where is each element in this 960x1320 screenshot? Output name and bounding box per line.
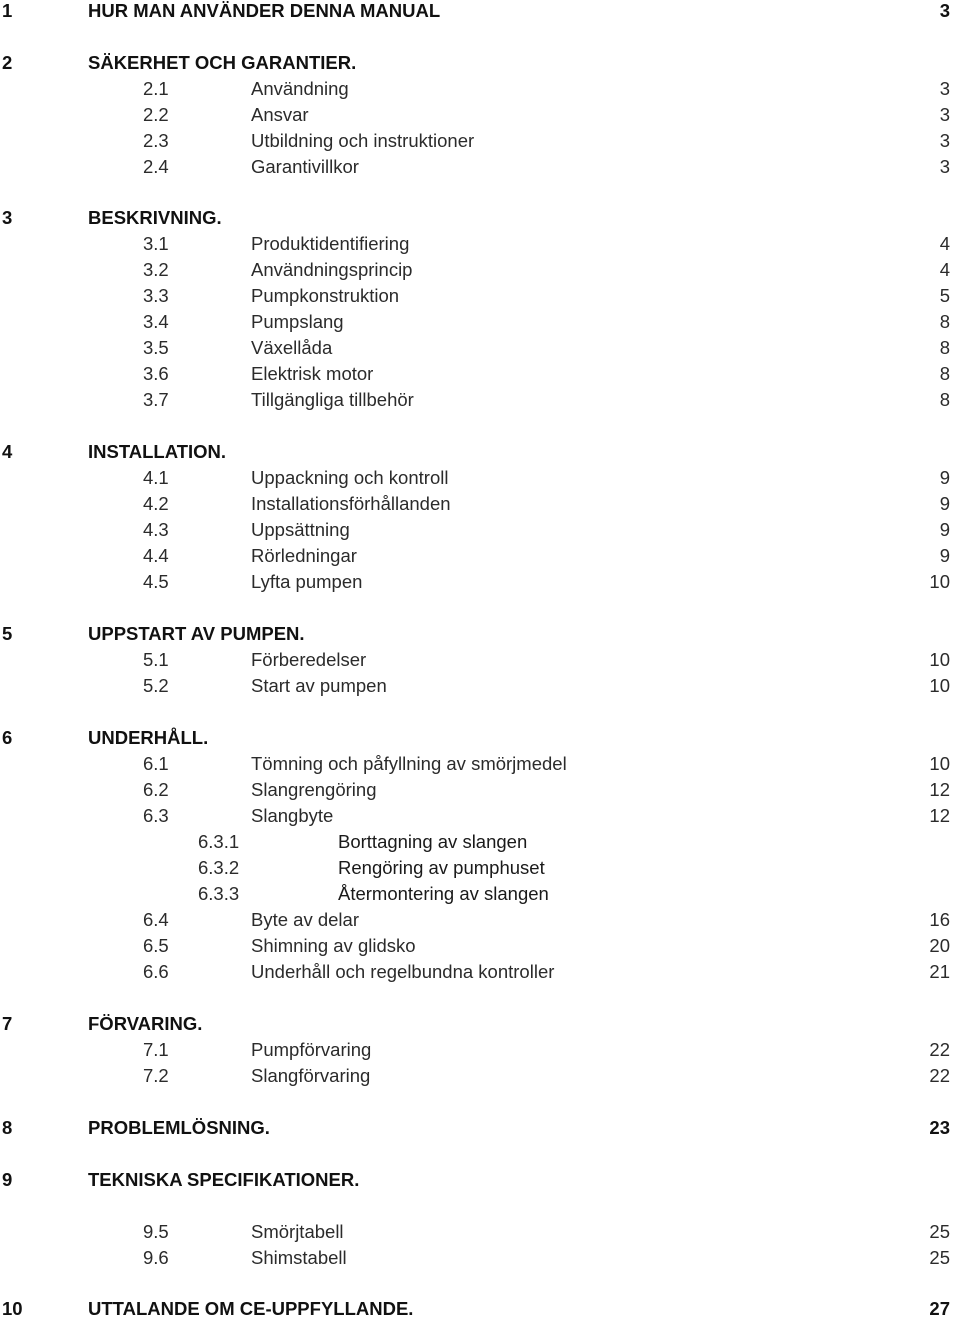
toc-section-row[interactable] xyxy=(0,207,960,229)
toc-subsection-row[interactable] xyxy=(0,1221,960,1243)
toc-subsection-row[interactable] xyxy=(0,649,960,671)
subsection-title: Ansvar xyxy=(251,104,309,125)
page-number: 3 xyxy=(939,104,950,125)
subsection-number: 2.4 xyxy=(143,156,169,177)
page-number: 22 xyxy=(929,1065,950,1086)
toc-subsection-row[interactable] xyxy=(0,130,960,152)
toc-section-row[interactable] xyxy=(0,0,960,22)
toc-subsection-row[interactable] xyxy=(0,935,960,957)
toc-subsection-row[interactable] xyxy=(0,337,960,359)
toc-section-row[interactable] xyxy=(0,1117,960,1139)
toc-subsubsection-row[interactable] xyxy=(0,831,960,853)
page-number: 5 xyxy=(939,285,950,306)
toc-subsection-row[interactable] xyxy=(0,311,960,333)
toc-subsubsection-row[interactable] xyxy=(0,857,960,879)
page-number: 16 xyxy=(929,909,950,930)
section-title: UPPSTART AV PUMPEN. xyxy=(88,623,305,644)
page-number: 9 xyxy=(939,467,950,488)
subsection-number: 4.1 xyxy=(143,467,169,488)
toc-subsection-row[interactable] xyxy=(0,909,960,931)
toc-subsection-row[interactable] xyxy=(0,285,960,307)
toc-subsection-row[interactable] xyxy=(0,1247,960,1269)
page-number: 3 xyxy=(939,78,950,99)
subsection-title: Shimning av glidsko xyxy=(251,935,416,956)
subsection-number: 4.5 xyxy=(143,571,169,592)
subsection-title: Lyfta pumpen xyxy=(251,571,363,592)
toc-subsection-row[interactable] xyxy=(0,1039,960,1061)
toc-subsection-row[interactable] xyxy=(0,961,960,983)
toc-section-row[interactable] xyxy=(0,441,960,463)
subsection-title: Tömning och påfyllning av smörjmedel xyxy=(251,753,567,774)
subsection-title: Tillgängliga tillbehör xyxy=(251,389,414,410)
page-number: 4 xyxy=(939,259,950,280)
page-number: 8 xyxy=(939,363,950,384)
page-number: 3 xyxy=(939,130,950,151)
section-title: UTTALANDE OM CE-UPPFYLLANDE. xyxy=(88,1298,414,1319)
subsection-title: Elektrisk motor xyxy=(251,363,374,384)
subsection-number: 9.5 xyxy=(143,1221,169,1242)
section-number: 8 xyxy=(2,1117,13,1138)
page-number: 25 xyxy=(929,1247,950,1268)
section-number: 10 xyxy=(2,1298,23,1319)
subsection-number: 2.2 xyxy=(143,104,169,125)
subsection-number: 2.3 xyxy=(143,130,169,151)
page-number: 12 xyxy=(929,805,950,826)
subsection-title: Växellåda xyxy=(251,337,333,358)
page-number: 8 xyxy=(939,389,950,410)
subsection-number: 3.7 xyxy=(143,389,169,410)
subsection-title: Uppsättning xyxy=(251,519,350,540)
subsection-number: 7.2 xyxy=(143,1065,169,1086)
subsection-title: Pumpkonstruktion xyxy=(251,285,400,306)
toc-subsection-row[interactable] xyxy=(0,78,960,100)
toc-subsection-row[interactable] xyxy=(0,104,960,126)
section-number: 4 xyxy=(2,441,13,462)
section-title: BESKRIVNING. xyxy=(88,207,222,228)
toc-subsubsection-row[interactable] xyxy=(0,883,960,905)
page-number: 4 xyxy=(939,233,950,254)
subsection-title: Shimstabell xyxy=(251,1247,347,1268)
subsection-number: 3.5 xyxy=(143,337,169,358)
subsection-number: 4.4 xyxy=(143,545,169,566)
subsection-number: 6.3.3 xyxy=(198,883,240,904)
page-number: 10 xyxy=(929,571,950,592)
subsection-number: 3.6 xyxy=(143,363,169,384)
subsection-title: Rörledningar xyxy=(251,545,357,566)
section-title: INSTALLATION. xyxy=(88,441,227,462)
subsection-number: 6.2 xyxy=(143,779,169,800)
section-title: TEKNISKA SPECIFIKATIONER. xyxy=(88,1169,360,1190)
toc-subsection-row[interactable] xyxy=(0,259,960,281)
subsection-number: 6.3.1 xyxy=(198,831,240,852)
subsection-title: Produktidentifiering xyxy=(251,233,410,254)
section-number: 7 xyxy=(2,1013,13,1034)
section-title: FÖRVARING. xyxy=(88,1013,203,1034)
subsection-number: 3.2 xyxy=(143,259,169,280)
section-number: 2 xyxy=(2,52,13,73)
subsection-number: 5.1 xyxy=(143,649,169,670)
section-title: PROBLEMLÖSNING. xyxy=(88,1117,270,1138)
page-number: 27 xyxy=(929,1298,950,1319)
toc-subsection-row[interactable] xyxy=(0,779,960,801)
toc-section-row[interactable] xyxy=(0,1169,960,1191)
subsection-number: 4.3 xyxy=(143,519,169,540)
toc-subsection-row[interactable] xyxy=(0,156,960,178)
subsection-title: Utbildning och instruktioner xyxy=(251,130,475,151)
subsection-title: Byte av delar xyxy=(251,909,359,930)
subsection-number: 7.1 xyxy=(143,1039,169,1060)
section-title: SÄKERHET OCH GARANTIER. xyxy=(88,52,357,73)
subsection-title: Uppackning och kontroll xyxy=(251,467,449,488)
subsection-title: Återmontering av slangen xyxy=(338,883,549,904)
page-number: 23 xyxy=(929,1117,950,1138)
section-title: UNDERHÅLL. xyxy=(88,727,209,748)
page-number: 9 xyxy=(939,493,950,514)
page-number: 9 xyxy=(939,519,950,540)
toc-subsection-row[interactable] xyxy=(0,1065,960,1087)
subsection-title: Slangbyte xyxy=(251,805,334,826)
subsection-number: 3.3 xyxy=(143,285,169,306)
subsection-title: Borttagning av slangen xyxy=(338,831,528,852)
subsection-number: 9.6 xyxy=(143,1247,169,1268)
page-number: 8 xyxy=(939,311,950,332)
subsection-title: Underhåll och regelbundna kontroller xyxy=(251,961,555,982)
toc-section-row[interactable] xyxy=(0,623,960,645)
toc-subsection-row[interactable] xyxy=(0,467,960,489)
toc-section-row[interactable] xyxy=(0,1013,960,1035)
subsection-title: Start av pumpen xyxy=(251,675,387,696)
section-number: 1 xyxy=(2,0,13,21)
page-number: 20 xyxy=(929,935,950,956)
section-number: 3 xyxy=(2,207,13,228)
section-number: 6 xyxy=(2,727,13,748)
subsection-number: 2.1 xyxy=(143,78,169,99)
toc-subsection-row[interactable] xyxy=(0,493,960,515)
toc-subsection-row[interactable] xyxy=(0,519,960,541)
page-number: 3 xyxy=(939,156,950,177)
subsection-title: Installationsförhållanden xyxy=(251,493,451,514)
page-number: 10 xyxy=(929,675,950,696)
page-number: 12 xyxy=(929,779,950,800)
toc-section-row[interactable] xyxy=(0,52,960,74)
subsection-title: Användningsprincip xyxy=(251,259,413,280)
subsection-number: 6.3.2 xyxy=(198,857,240,878)
subsection-title: Pumpförvaring xyxy=(251,1039,372,1060)
subsection-title: Rengöring av pumphuset xyxy=(338,857,545,878)
page-number: 22 xyxy=(929,1039,950,1060)
subsection-number: 3.4 xyxy=(143,311,169,332)
toc-subsection-row[interactable] xyxy=(0,805,960,827)
subsection-number: 6.1 xyxy=(143,753,169,774)
toc-subsection-row[interactable] xyxy=(0,675,960,697)
toc-subsection-row[interactable] xyxy=(0,753,960,775)
subsection-number: 6.4 xyxy=(143,909,169,930)
toc-subsection-row[interactable] xyxy=(0,571,960,593)
page-number: 21 xyxy=(929,961,950,982)
section-title: HUR MAN ANVÄNDER DENNA MANUAL xyxy=(88,0,441,21)
subsection-title: Smörjtabell xyxy=(251,1221,344,1242)
page-number: 25 xyxy=(929,1221,950,1242)
subsection-title: Garantivillkor xyxy=(251,156,359,177)
subsection-number: 6.3 xyxy=(143,805,169,826)
subsection-title: Förberedelser xyxy=(251,649,367,670)
subsection-number: 5.2 xyxy=(143,675,169,696)
subsection-title: Pumpslang xyxy=(251,311,344,332)
toc-subsection-row[interactable] xyxy=(0,545,960,567)
subsection-number: 4.2 xyxy=(143,493,169,514)
toc-subsection-row[interactable] xyxy=(0,233,960,255)
toc-section-row[interactable] xyxy=(0,727,960,749)
toc-section-row[interactable] xyxy=(0,1298,960,1320)
page-number: 10 xyxy=(929,649,950,670)
section-number: 5 xyxy=(2,623,13,644)
subsection-title: Slangrengöring xyxy=(251,779,377,800)
page-number: 8 xyxy=(939,337,950,358)
toc-subsection-row[interactable] xyxy=(0,389,960,411)
subsection-title: Användning xyxy=(251,78,349,99)
section-number: 9 xyxy=(2,1169,13,1190)
page-number: 9 xyxy=(939,545,950,566)
toc-subsection-row[interactable] xyxy=(0,363,960,385)
subsection-title: Slangförvaring xyxy=(251,1065,371,1086)
page-number: 10 xyxy=(929,753,950,774)
page-number: 3 xyxy=(939,0,950,21)
subsection-number: 3.1 xyxy=(143,233,169,254)
subsection-number: 6.6 xyxy=(143,961,169,982)
subsection-number: 6.5 xyxy=(143,935,169,956)
